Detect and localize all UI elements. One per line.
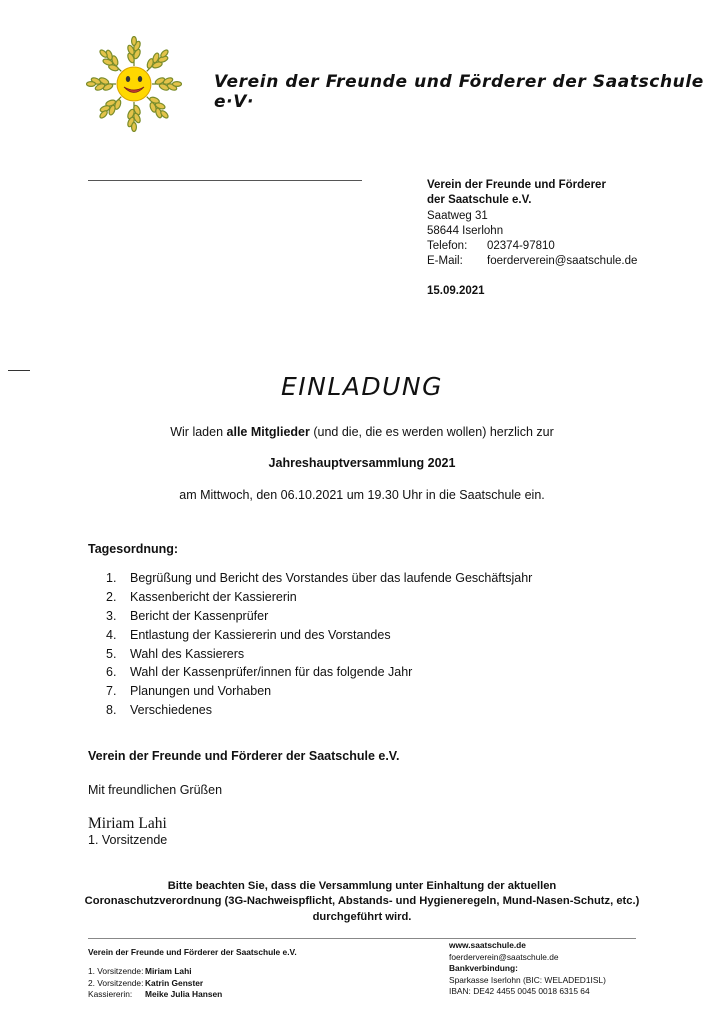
item-text: Begrüßung und Bericht des Vorstandes über das laufende Geschäftsjahr [130, 571, 533, 585]
footer-website-link[interactable]: www.saatschule.de [449, 940, 526, 950]
item-number: 7. [106, 684, 117, 699]
org-title: Verein der Freunde und Förderer der Saatschule e·V· [214, 72, 704, 112]
address-email-row [427, 254, 637, 269]
agenda-list [106, 569, 532, 720]
item-text: Entlastung der Kassiererin und des Vorstandes [130, 627, 391, 642]
footer-bank-name: Sparkasse Iserlohn (BIC: WELADED1ISL) [449, 974, 606, 985]
item-number: 3. [106, 608, 117, 623]
phone-value: 02374-97810 [487, 240, 555, 253]
letter-date: 15.09.2021 [427, 285, 485, 297]
notice-line: Coronaschutzverordnung (3G-Nachweispflicht, Abstands- und Hygieneregeln, Mund-Nasen-Schutz, etc.) [84, 895, 640, 908]
board-name: Miriam Lahi [145, 966, 192, 976]
board-name: Katrin Genster [145, 977, 204, 988]
intro-bold: alle Mitglieder [226, 425, 310, 439]
closing-text: Mit freundlichen Grüßen [88, 783, 223, 797]
intro-text [0, 425, 724, 439]
footer-divider [88, 938, 636, 939]
item-text: Bericht der Kassenprüfer [130, 608, 269, 623]
list-item [106, 645, 532, 664]
item-number: 4. [106, 627, 117, 642]
item-number: 5. [106, 646, 117, 661]
footer-bank-label: Bankverbindung: [449, 963, 518, 973]
board-role: 2. Vorsitzende: [88, 977, 144, 988]
address-block [427, 178, 637, 270]
address-line1: Verein der Freunde und Förderer [427, 179, 606, 191]
address-city: 58644 Iserlohn [427, 224, 504, 237]
agenda-title: Tagesordnung: [88, 542, 179, 556]
board-role: Kassiererin: [88, 989, 133, 999]
item-number: 6. [106, 665, 117, 680]
item-number: 1. [106, 571, 117, 585]
list-item [106, 701, 532, 720]
list-item [88, 966, 222, 978]
email-label: E-Mail: [427, 255, 463, 268]
phone-label: Telefon: [427, 240, 468, 253]
address-line2: der Saatschule e.V. [427, 194, 532, 207]
address-phone-row [427, 239, 637, 254]
fold-mark [8, 370, 30, 371]
sender-line-divider [88, 180, 362, 181]
item-number: 8. [106, 703, 117, 718]
notice-line: durchgeführt wird. [312, 910, 412, 923]
signature-role: 1. Vorsitzende [88, 833, 168, 847]
item-text: Kassenbericht der Kassiererin [130, 589, 297, 604]
sun-with-wheat-icon [86, 36, 182, 132]
item-text: Planungen und Vorhaben [130, 684, 272, 699]
event-when: am Mittwoch, den 06.10.2021 um 19.30 Uhr in die Saatschule ein. [179, 488, 545, 502]
footer-iban: IBAN: DE42 4455 0045 0018 6315 64 [449, 986, 590, 996]
list-item [106, 682, 532, 701]
list-item [88, 978, 222, 990]
list-item [106, 663, 532, 682]
address-street: Saatweg 31 [427, 209, 488, 222]
list-item [106, 588, 532, 607]
email-link[interactable]: foerderverein@saatschule.de [487, 255, 638, 268]
page-title: EINLADUNG [280, 372, 444, 401]
covid-notice [60, 879, 664, 925]
signature-org: Verein der Freunde und Förderer der Saatschule e.V. [88, 749, 400, 763]
footer-email-link[interactable]: foerderverein@saatschule.de [449, 951, 559, 962]
signature-name: Miriam Lahi [88, 815, 167, 832]
item-text: Wahl des Kassierers [130, 646, 245, 661]
board-name: Meike Julia Hansen [145, 989, 223, 999]
board-role: 1. Vorsitzende: [88, 966, 144, 976]
list-item [88, 989, 222, 1001]
list-item [106, 569, 532, 588]
intro-pre: Wir laden [170, 425, 227, 439]
notice-line: Bitte beachten Sie, dass die Versammlung unter Einhaltung der aktuellen [167, 880, 557, 892]
event-title: Jahreshauptversammlung 2021 [268, 456, 456, 470]
footer-org: Verein der Freunde und Förderer der Saatschule e.V. [88, 947, 297, 957]
footer-board-list [88, 966, 222, 1001]
item-number: 2. [106, 589, 117, 604]
item-text: Wahl der Kassenprüfer/innen für das folgende Jahr [130, 665, 413, 680]
list-item [106, 607, 532, 626]
intro-post: (und die, die es werden wollen) herzlich zur [309, 425, 554, 439]
footer-contact [449, 940, 606, 998]
list-item [106, 626, 532, 645]
item-text: Verschiedenes [130, 703, 213, 718]
